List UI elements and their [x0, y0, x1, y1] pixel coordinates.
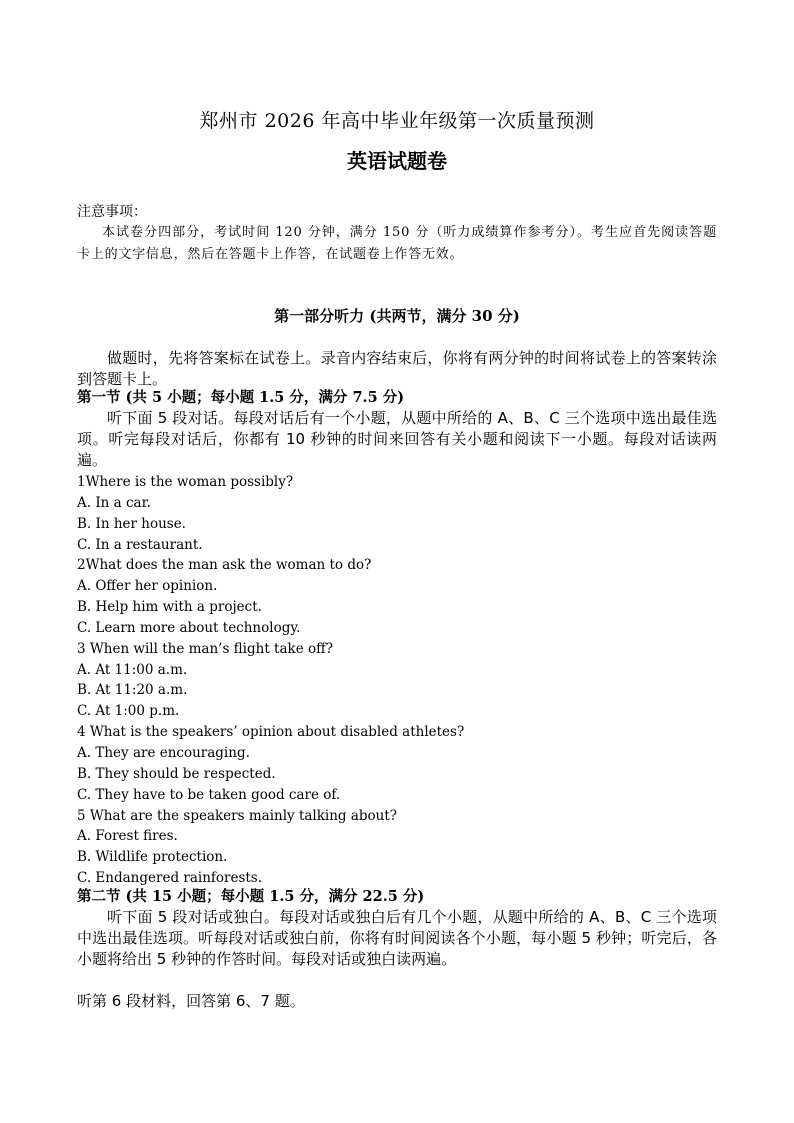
- option-2a: A. Offer her opinion.: [77, 578, 218, 595]
- question-3: 3 When will the man’s flight take off?: [77, 640, 333, 657]
- option-3c: C. At 1:00 p.m.: [77, 703, 180, 720]
- option-2b: B. Help him with a project.: [77, 599, 262, 616]
- notice-heading: 注意事项：: [77, 204, 147, 220]
- section2-instructions: 听下面 5 段对话或独白。每段对话或独白后有几个小题，从题中所给的 A、B、C 三个选项中选出最佳选项。听每段对话或独白前，你将有时间阅读各个小题，每小题 5 秒钟；听完后，各小题将给出 5 秒钟的作答时间。每段对话或独白读两遍。: [77, 908, 717, 968]
- option-5b: B. Wildlife protection.: [77, 849, 228, 866]
- question-1: 1Where is the woman possibly?: [77, 474, 294, 490]
- section1-instructions: 听下面 5 段对话。每段对话后有一个小题，从题中所给的 A、B、C 三个选项中选出最佳选项。听完每段对话后，你都有 10 秒钟的时间来回答有关小题和阅读下一小题。每段对话读两遍。: [77, 409, 717, 469]
- option-3a: A. At 11:00 a.m.: [77, 661, 188, 678]
- option-4b: B. They should be respected.: [77, 765, 276, 782]
- option-5c: C. Endangered rainforests.: [77, 870, 263, 887]
- option-3b: B. At 11:20 a.m.: [77, 682, 188, 699]
- section2-heading: 第二节 (共 15 小题；每小题 1.5 分，满分 22.5 分): [77, 888, 425, 905]
- notice-text: 本试卷分四部分，考试时间 120 分钟，满分 150 分（听力成绩算作参考分）。考生应首先阅读答题卡上的文字信息，然后在答题卡上作答，在试题卷上作答无效。: [77, 225, 717, 262]
- section2-next-instruction: 听第 6 段材料，回答第 6、7 题。: [77, 992, 305, 1010]
- section1-heading: 第一节 (共 5 小题；每小题 1.5 分，满分 7.5 分): [77, 389, 405, 406]
- option-2c: C. Learn more about technology.: [77, 619, 301, 636]
- option-4a: A. They are encouraging.: [77, 744, 250, 761]
- exam-subtitle: 英语试题卷: [347, 149, 447, 173]
- option-4c: C. They have to be taken good care of.: [77, 786, 341, 803]
- option-1b: B. In her house.: [77, 515, 186, 532]
- option-5a: A. Forest fires.: [77, 828, 178, 845]
- question-5: 5 What are the speakers mainly talking about?: [77, 807, 398, 824]
- option-1c: C. In a restaurant.: [77, 536, 203, 553]
- question-list: [77, 472, 717, 889]
- option-1a: A. In a car.: [77, 494, 151, 511]
- question-2: 2What does the man ask the woman to do?: [77, 557, 372, 574]
- part1-heading: 第一部分听力 (共两节，满分 30 分): [274, 307, 520, 325]
- part1-intro: 做题时，先将答案标在试卷上。录音内容结束后，你将有两分钟的时间将试卷上的答案转涂到答题卡上。: [77, 349, 717, 388]
- exam-title: 郑州市 2026 年高中毕业年级第一次质量预测: [199, 110, 595, 132]
- question-4: 4 What is the speakers’ opinion about disabled athletes?: [77, 724, 465, 741]
